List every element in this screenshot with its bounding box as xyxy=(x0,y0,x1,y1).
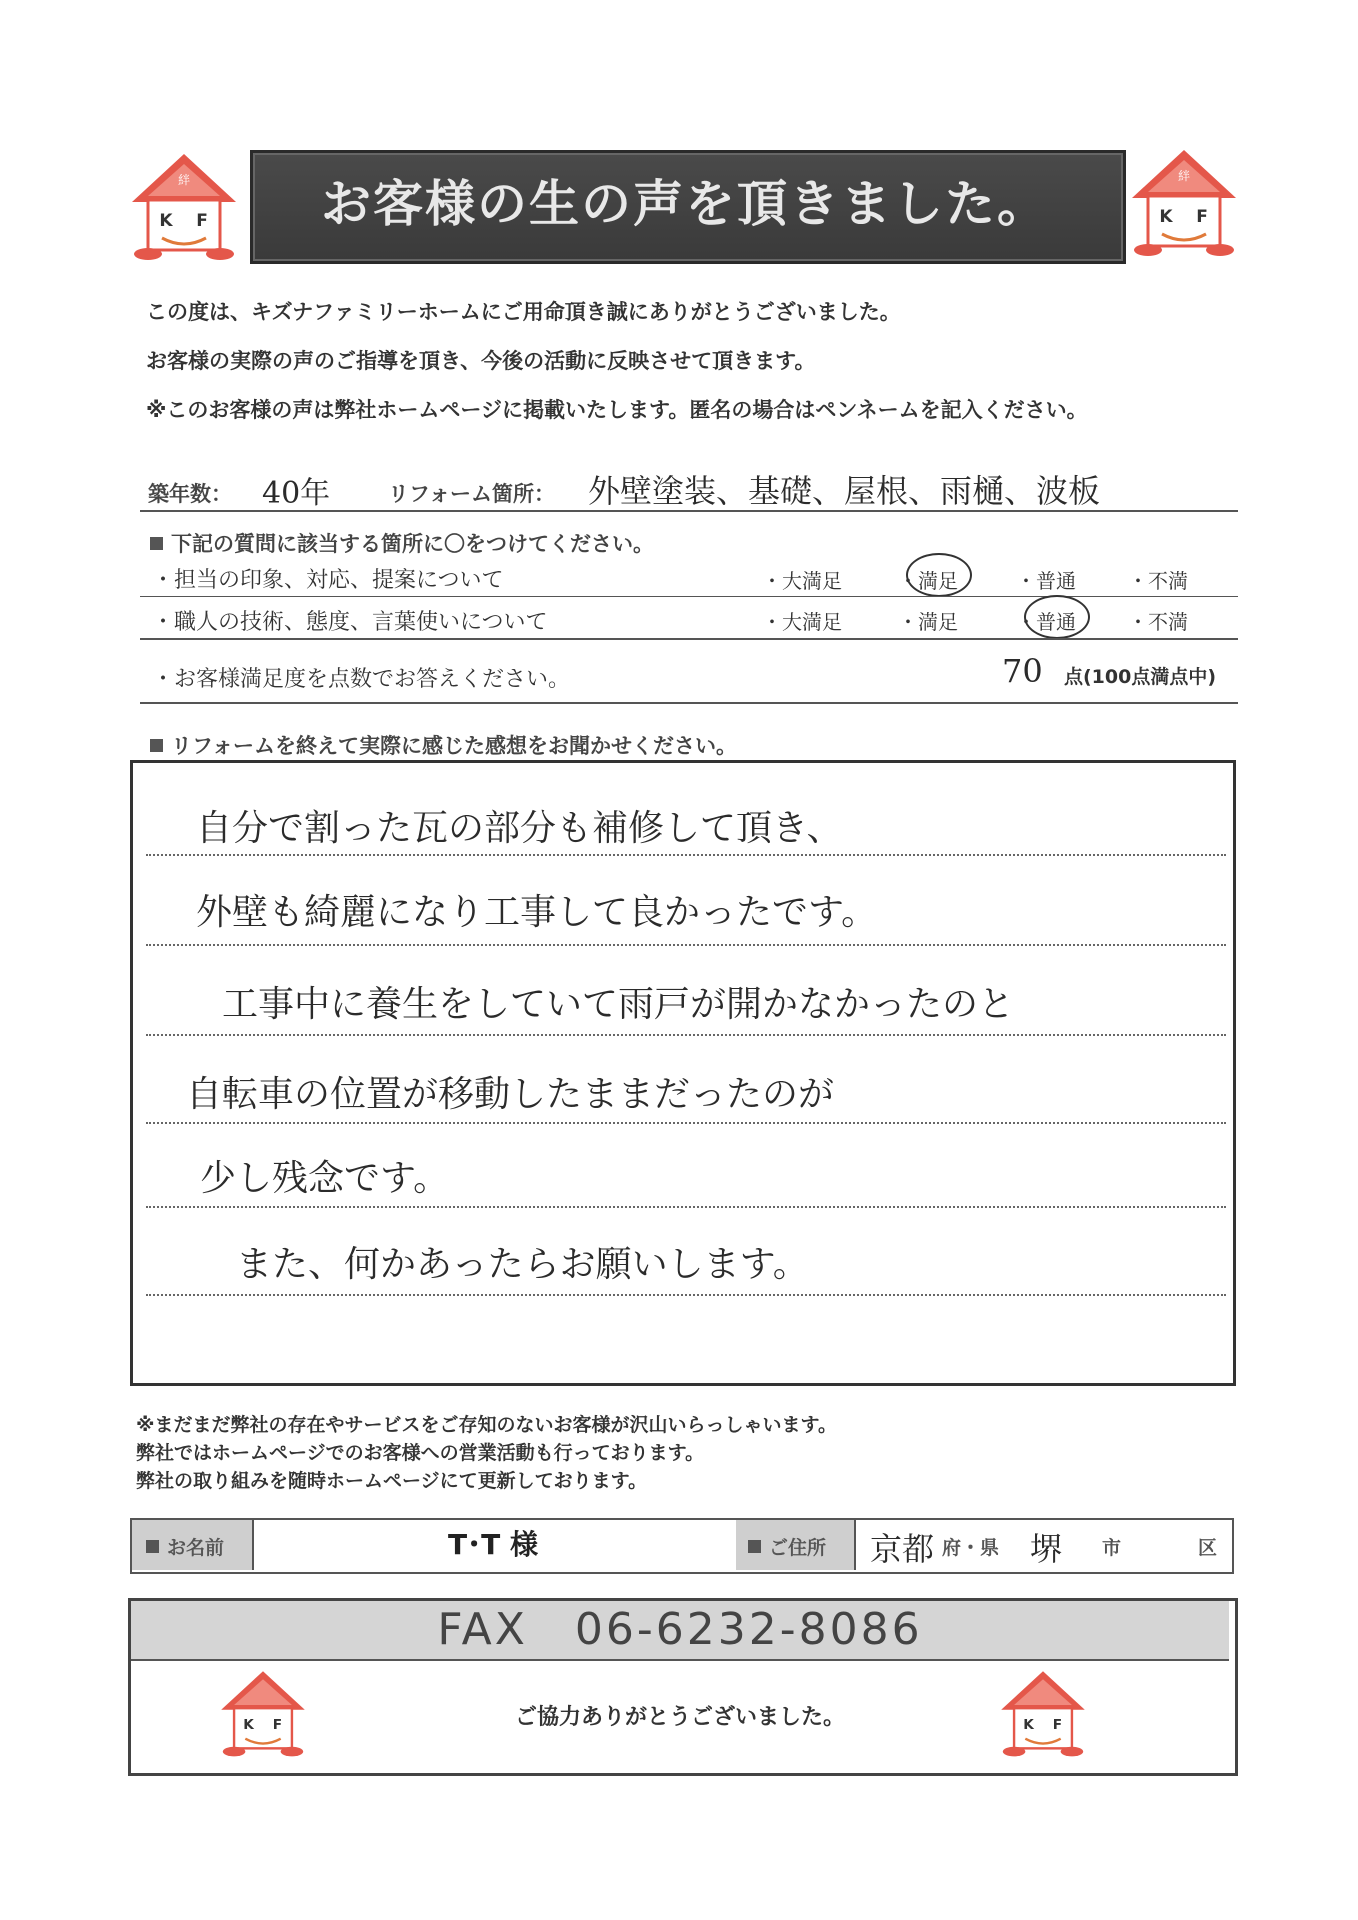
reform-location-value: 外壁塗装、基礎、屋根、雨樋、波板 xyxy=(588,472,1101,510)
dotted-rule xyxy=(146,1294,1226,1296)
divider xyxy=(140,638,1238,640)
q2-option-normal[interactable]: ・普通 xyxy=(1016,610,1076,634)
comment-line-3: 工事中に養生をしていて雨戸が開かなかったのと xyxy=(222,984,1015,1025)
address-label-text: ご住所 xyxy=(769,1537,827,1559)
comment-line-5: 少し残念です。 xyxy=(200,1158,450,1199)
name-value: T･T 様 xyxy=(448,1528,538,1561)
score-suffix: 点(100点満点中) xyxy=(1064,666,1217,688)
svg-text:K: K xyxy=(1159,207,1173,227)
footer-note-2: 弊社ではホームページでのお客様への営業活動も行っております。 xyxy=(136,1442,705,1464)
dotted-rule xyxy=(146,944,1226,946)
score-question: ・お客様満足度を点数でお答えください。 xyxy=(152,667,571,692)
comment-heading xyxy=(150,730,737,760)
svg-text:F: F xyxy=(1052,1717,1063,1734)
dotted-rule xyxy=(146,1206,1226,1208)
thanks-message: ご協力ありがとうございました。 xyxy=(514,1705,845,1730)
svg-text:F: F xyxy=(196,211,208,231)
q2-selected-circle xyxy=(1024,595,1090,639)
name-label-text: お名前 xyxy=(167,1537,225,1559)
comment-heading-text: リフォームを終えて実際に感じた感想をお聞かせください。 xyxy=(171,734,737,758)
q2-option-dissatisfied[interactable]: ・不満 xyxy=(1128,610,1188,634)
city-suffix: 市 xyxy=(1102,1537,1122,1559)
square-bullet-icon xyxy=(146,1540,159,1553)
q1-option-very-satisfied[interactable]: ・大満足 xyxy=(762,569,842,593)
square-bullet-icon xyxy=(748,1540,761,1553)
svg-text:F: F xyxy=(1196,207,1208,227)
address-label xyxy=(748,1533,826,1560)
svg-text:絆: 絆 xyxy=(177,173,191,187)
footer-note-1: ※まだまだ弊社の存在やサービスをご存知のないお客様が沢山いらっしゃいます。 xyxy=(136,1414,837,1436)
city-value: 堺 xyxy=(1030,1530,1063,1568)
fax-number: FAX 06-6232-8086 xyxy=(437,1604,923,1655)
svg-text:絆: 絆 xyxy=(1177,169,1191,183)
intro-line-1: この度は、キズナファミリーホームにご用命頂き誠にありがとうございました。 xyxy=(146,300,901,324)
intro-line-3: ※このお客様の声は弊社ホームページに掲載いたします。匿名の場合はペンネームを記入ください。 xyxy=(146,398,1088,422)
prefecture-value: 京都 xyxy=(870,1530,935,1568)
question-1: ・担当の印象、対応、提案について xyxy=(152,568,504,593)
comment-line-1: 自分で割った瓦の部分も補修して頂き、 xyxy=(196,808,843,849)
intro-line-2: お客様の実際の声のご指導を頂き、今後の活動に反映させて頂きます。 xyxy=(146,349,816,373)
house-logo-icon xyxy=(128,150,240,262)
prefecture-suffix: 府・県 xyxy=(942,1537,1000,1559)
survey-instruction-text: 下記の質問に該当する箇所に〇をつけてください。 xyxy=(171,532,654,556)
survey-instruction xyxy=(150,528,654,558)
square-bullet-icon xyxy=(150,739,163,752)
house-logo-icon xyxy=(1128,146,1240,258)
score-value[interactable]: 70 xyxy=(1002,652,1043,690)
q1-option-satisfied[interactable]: ・満足 xyxy=(898,569,958,593)
q1-option-dissatisfied[interactable]: ・不満 xyxy=(1128,569,1188,593)
comment-line-2: 外壁も綺麗になり工事して良かったです。 xyxy=(196,892,878,933)
divider xyxy=(140,510,1238,512)
svg-text:K: K xyxy=(159,211,173,231)
q1-selected-circle xyxy=(906,553,972,597)
kf-logo-bottom-right xyxy=(998,1668,1088,1762)
question-2: ・職人の技術、態度、言葉使いについて xyxy=(152,610,548,635)
svg-text:K: K xyxy=(1023,1717,1034,1734)
comment-line-4: 自転車の位置が移動したままだったのが xyxy=(186,1074,835,1115)
reform-location-label: リフォーム箇所： xyxy=(388,482,555,506)
q1-option-normal[interactable]: ・普通 xyxy=(1016,569,1076,593)
footer-note-3: 弊社の取り組みを随時ホームページにて更新しております。 xyxy=(136,1470,648,1492)
house-logo-icon xyxy=(998,1668,1088,1758)
divider xyxy=(140,596,1238,597)
kf-logo-right xyxy=(1128,146,1240,262)
dotted-rule xyxy=(146,1122,1226,1124)
building-age-label: 築年数： xyxy=(148,482,232,506)
ward-suffix: 区 xyxy=(1198,1537,1218,1559)
dotted-rule xyxy=(146,854,1226,856)
q2-option-very-satisfied[interactable]: ・大満足 xyxy=(762,610,842,634)
comment-line-6: また、何かあったらお願いします。 xyxy=(236,1244,809,1285)
q2-option-satisfied[interactable]: ・満足 xyxy=(898,610,958,634)
svg-text:K: K xyxy=(243,1717,254,1734)
dotted-rule xyxy=(146,1034,1226,1036)
page-title: お客様の生の声を頂きました。 xyxy=(321,175,1049,233)
svg-text:F: F xyxy=(272,1717,283,1734)
divider xyxy=(140,702,1238,704)
building-age-value: 40年 xyxy=(262,476,331,511)
kf-logo-left xyxy=(128,150,240,266)
name-label xyxy=(146,1533,224,1560)
square-bullet-icon xyxy=(150,537,163,550)
